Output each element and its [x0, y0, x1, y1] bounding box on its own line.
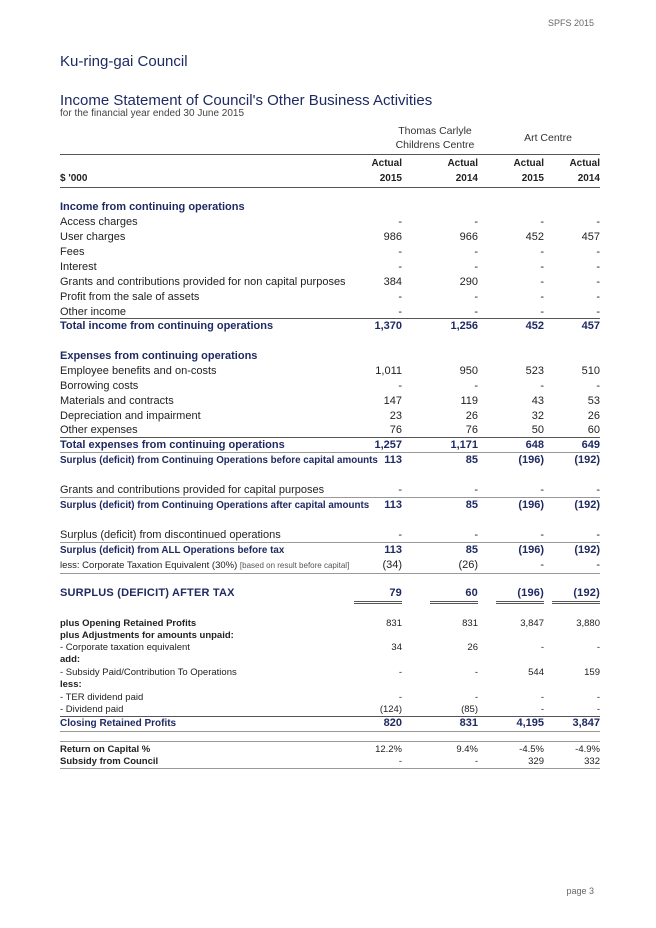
table-row: Access charges - - - - [60, 216, 600, 228]
table-row: Profit from the sale of assets - - - - [60, 291, 600, 303]
double-rule-b2 [430, 603, 478, 604]
col-year-2: 2014 [455, 173, 478, 184]
page-number: page 3 [566, 886, 594, 896]
unit-label: $ '000 [60, 173, 88, 184]
tax-rule [60, 573, 600, 574]
expenses-heading: Expenses from continuing operations [60, 350, 258, 362]
double-rule-b1 [430, 601, 478, 602]
tax-note: [based on result before capital] [239, 561, 350, 570]
double-rule-d1 [552, 601, 600, 602]
dividend-paid-row: - Dividend paid (124) (85) - - [60, 704, 600, 715]
double-rule-a1 [354, 601, 402, 602]
tax-equivalent-row: less: Corporate Taxation Equivalent (30%) [based on result before capital] (34) (26) - - [60, 559, 600, 571]
table-row: Materials and contracts 147 119 43 53 [60, 395, 600, 407]
col-actual-1: Actual [371, 158, 402, 169]
income-heading: Income from continuing operations [60, 201, 245, 213]
ter-dividend-row: - TER dividend paid - - - - [60, 692, 600, 703]
table-row: User charges 986 966 452 457 [60, 231, 600, 243]
corp-tax-row: - Corporate taxation equivalent 34 26 - - [60, 642, 600, 653]
add-label: add: [60, 654, 81, 665]
surplus-after-capital-row: Surplus (deficit) from Continuing Operations after capital amounts 113 85 (196) (192) [60, 499, 600, 511]
double-rule-c1 [496, 601, 544, 602]
surplus-before-capital-row: Surplus (deficit) from Continuing Operations before capital amounts 113 85 (196) (192) [60, 454, 600, 466]
closing-retained-row: Closing Retained Profits 820 831 4,195 3,847 [60, 717, 600, 729]
statement-title: Income Statement of Council's Other Business Activities [60, 92, 433, 109]
adjustments-label: plus Adjustments for amounts unpaid: [60, 630, 234, 641]
column-group-thomas-carlyle: Thomas Carlyle Childrens Centre [395, 125, 475, 151]
col-year-4: 2014 [577, 173, 600, 184]
less-label: less: [60, 679, 82, 690]
header-bottom-rule [60, 187, 600, 188]
table-row: Grants and contributions provided for non capital purposes 384 290 - - [60, 276, 600, 288]
table-row: Fees - - - - [60, 246, 600, 258]
surplus-after-tax-row: SURPLUS (DEFICIT) AFTER TAX 79 60 (196) (192) [60, 587, 600, 599]
column-group-art-centre: Art Centre [524, 132, 572, 144]
subsidy-paid-row: - Subsidy Paid/Contribution To Operations - - 544 159 [60, 667, 600, 678]
opening-retained-row: plus Opening Retained Profits 831 831 3,847 3,880 [60, 618, 600, 629]
document-reference: SPFS 2015 [547, 18, 594, 28]
subsidy-from-council-row: Subsidy from Council - - 329 332 [60, 756, 600, 767]
capital-grants-row: Grants and contributions provided for capital purposes - - - - [60, 484, 600, 496]
income-total-row: Total income from continuing operations 1,370 1,256 452 457 [60, 320, 600, 332]
double-rule-a2 [354, 603, 402, 604]
col-year-1: 2015 [379, 173, 402, 184]
col-actual-2: Actual [447, 158, 478, 169]
expenses-total-row: Total expenses from continuing operations 1,257 1,171 648 649 [60, 439, 600, 451]
col-actual-3: Actual [513, 158, 544, 169]
col-year-3: 2015 [521, 173, 544, 184]
table-row: Interest - - - - [60, 261, 600, 273]
col-actual-4: Actual [569, 158, 600, 169]
table-row: Other income - - - - [60, 306, 600, 318]
double-rule-c2 [496, 603, 544, 604]
double-rule-d2 [552, 603, 600, 604]
table-row: Employee benefits and on-costs 1,011 950 523 510 [60, 365, 600, 377]
council-name: Ku-ring-gai Council [60, 53, 188, 70]
return-on-capital-row: Return on Capital % 12.2% 9.4% -4.5% -4.9% [60, 744, 600, 755]
table-row: Borrowing costs - - - - [60, 380, 600, 392]
closing-underline [60, 731, 600, 732]
table-row: Other expenses 76 76 50 60 [60, 424, 600, 436]
ratios-bottom-rule [60, 768, 600, 769]
header-rule [60, 154, 600, 155]
discontinued-row: Surplus (deficit) from discontinued operations - - - - [60, 529, 600, 541]
statement-subtitle: for the financial year ended 30 June 2015 [60, 108, 245, 119]
all-operations-row: Surplus (deficit) from ALL Operations before tax 113 85 (196) (192) [60, 544, 600, 556]
table-row: Depreciation and impairment 23 26 32 26 [60, 410, 600, 422]
